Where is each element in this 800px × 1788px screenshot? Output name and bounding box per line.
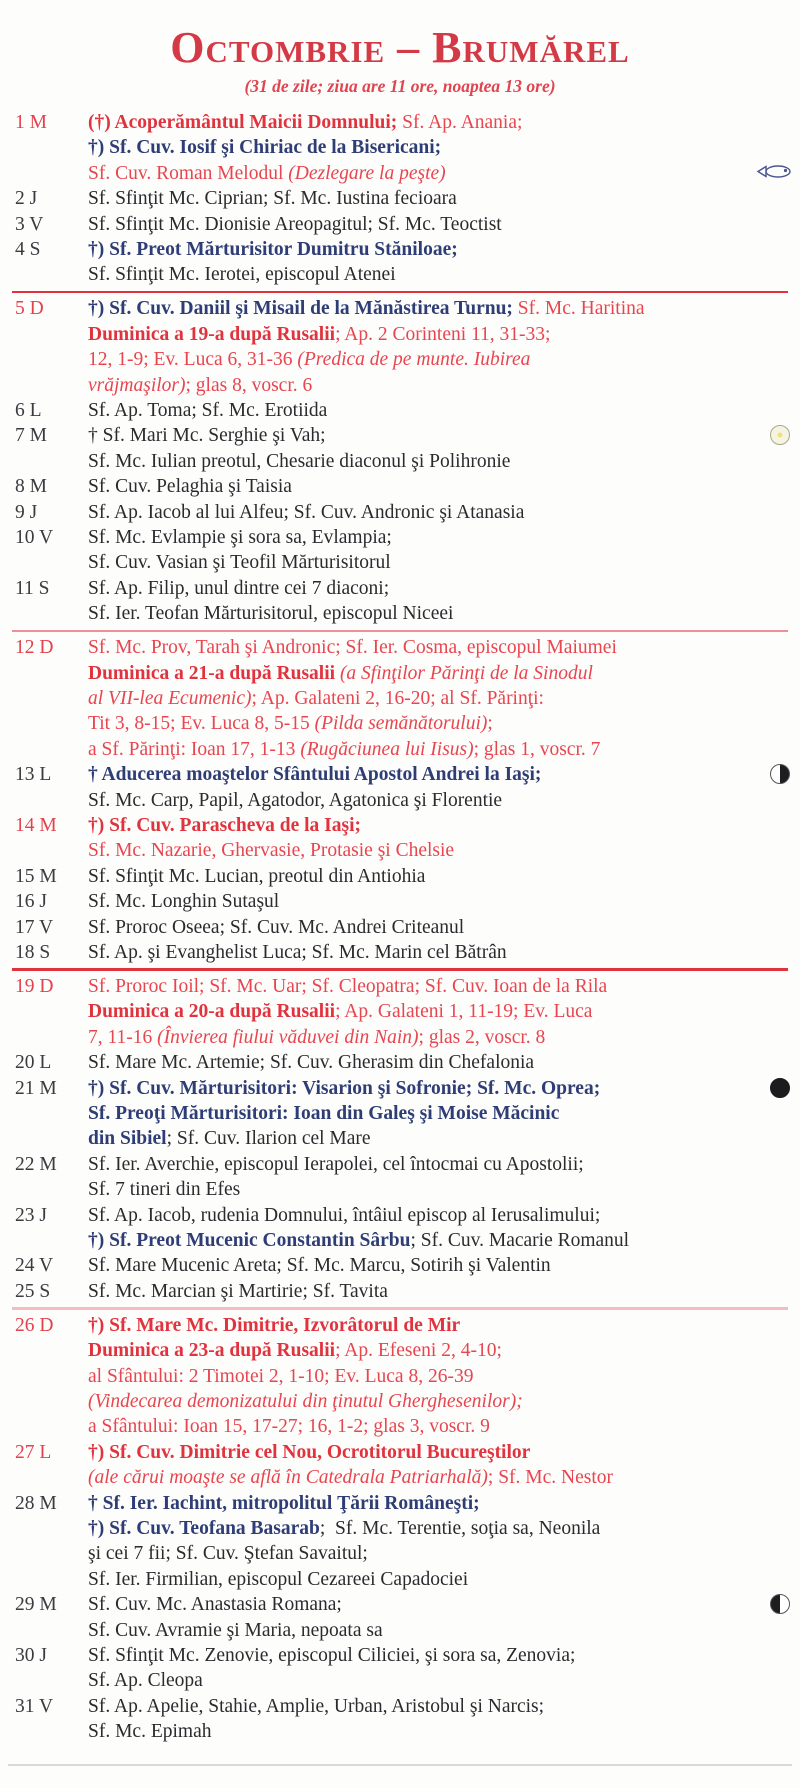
calendar-row xyxy=(0,1313,800,1440)
day-label: 29 M xyxy=(15,1594,57,1616)
saint-text: Sf. Proroc Oseea; Sf. Cuv. Mc. Andrei Criteanul xyxy=(88,916,465,938)
day-label: 12 D xyxy=(15,637,54,659)
saint-line xyxy=(88,1177,754,1202)
saint-line xyxy=(88,864,754,889)
saint-text: ; Ap. Efeseni 2, 4-10; xyxy=(335,1340,502,1362)
saint-text: ; Ap. Galateni 1, 11-19; Ev. Luca xyxy=(335,1001,593,1023)
saint-text: Sf. Cuv. Roman Melodul xyxy=(88,162,289,184)
saint-text: Sf. Ap. Apelie, Stahie, Amplie, Urban, Aristobul şi Narcis; xyxy=(88,1695,545,1717)
saint-line xyxy=(88,1338,754,1363)
day-label: 7 M xyxy=(15,425,47,447)
day-entries xyxy=(88,889,800,914)
saint-text: Sf. Ier. Firmilian, episcopul Cezareei Capadociei xyxy=(88,1568,469,1590)
saint-text: al Sfântului: 2 Timotei 2, 1-10; Ev. Luca 8, 26-39 xyxy=(88,1365,474,1387)
day-label: 27 L xyxy=(15,1441,52,1463)
saint-text: a Sfântului: Ioan 15, 17-27; 16, 1-2; glas 3, voscr. 9 xyxy=(88,1416,490,1438)
day-entries xyxy=(88,1491,800,1593)
day-label: 1 M xyxy=(15,112,47,133)
saint-line xyxy=(88,525,754,550)
saint-line xyxy=(88,1025,754,1050)
saint-text: Sf. Proroc Ioil; Sf. Mc. Uar; Sf. Cleopatra; Sf. Cuv. Ioan de la Rila xyxy=(88,975,608,997)
day-entries xyxy=(88,576,800,627)
saint-text: 7, 11-16 xyxy=(88,1026,158,1048)
saint-line xyxy=(88,915,754,940)
day-entries xyxy=(88,1076,800,1152)
day-label: 8 M xyxy=(15,476,47,498)
day-label: 3 V xyxy=(15,213,44,235)
day-entries xyxy=(88,474,800,499)
calendar-row xyxy=(0,1592,800,1643)
day-entries xyxy=(88,1592,800,1643)
saint-text: vrăjmaşilor) xyxy=(88,374,186,396)
saint-text: †) Sf. Cuv. Daniil şi Misail de la Mănăstirea Turnu; xyxy=(88,298,518,320)
saint-line xyxy=(88,1203,754,1228)
saint-line xyxy=(88,1618,754,1643)
saint-text: (Vindecarea demonizatului din ţinutul Gherghesenilor); xyxy=(88,1390,523,1412)
day-entries xyxy=(88,1279,800,1304)
saint-text: 12, 1-9; Ev. Luca 6, 31-36 xyxy=(88,349,298,371)
saint-text: Sf. Mare Mc. Artemie; Sf. Cuv. Gherasim din Chefalonia xyxy=(88,1052,535,1074)
saint-line xyxy=(88,161,754,186)
day-label: 16 J xyxy=(15,891,47,913)
saint-text: †) Sf. Mare Mc. Dimitrie, Izvorâtorul de Mir xyxy=(88,1314,461,1336)
calendar-row xyxy=(0,296,800,398)
day-label: 11 S xyxy=(15,577,50,599)
day-label: 6 L xyxy=(15,399,42,421)
calendar-row xyxy=(0,1643,800,1694)
calendar-row xyxy=(0,186,800,211)
saint-text: ; glas 2, voscr. 8 xyxy=(418,1026,546,1048)
saint-text: Sf. Sfinţit Mc. Ierotei, episcopul Atenei xyxy=(88,264,396,286)
day-entries xyxy=(88,635,800,762)
day-label: 19 D xyxy=(15,975,54,997)
calendar-row xyxy=(0,1694,800,1745)
saint-line xyxy=(88,262,754,287)
saint-line xyxy=(88,212,754,237)
saint-line xyxy=(88,322,754,347)
calendar-row xyxy=(0,398,800,423)
saint-line xyxy=(88,1389,754,1414)
day-entries xyxy=(88,500,800,525)
saint-line xyxy=(88,1076,754,1101)
calendar-row xyxy=(0,237,800,288)
saint-line xyxy=(88,711,754,736)
saint-line xyxy=(88,601,754,626)
saint-line xyxy=(88,838,754,863)
saint-text: Sf. Ap. Toma; Sf. Mc. Erotiida xyxy=(88,399,328,421)
day-entries xyxy=(88,1050,800,1075)
day-label: 18 S xyxy=(15,942,51,963)
saint-line xyxy=(88,373,754,398)
saint-text: ; xyxy=(487,713,493,735)
saint-text: Sf. Ap. şi Evanghelist Luca; Sf. Mc. Marin cel Bătrân xyxy=(88,942,507,963)
calendar-row xyxy=(0,423,800,474)
calendar-row xyxy=(0,1152,800,1203)
calendar-row xyxy=(0,762,800,813)
day-label: 5 D xyxy=(15,298,44,320)
saint-text: Sf. Ap. Anania; xyxy=(402,112,523,133)
saint-text: ; glas 1, voscr. 7 xyxy=(473,738,601,760)
calendar-row xyxy=(0,474,800,499)
saint-text: (ale cărui moaşte se află în Catedrala Patriarhală) xyxy=(88,1467,488,1489)
saint-text: †) Sf. Preot Mucenic Constantin Sârbu xyxy=(88,1229,411,1251)
saint-line xyxy=(88,347,754,372)
saint-line xyxy=(88,474,754,499)
saint-text: Sf. Mare Mucenic Areta; Sf. Mc. Marcu, Sotirih şi Valentin xyxy=(88,1255,551,1277)
saint-text: (Învierea fiului văduvei din Nain) xyxy=(157,1026,419,1048)
saint-text: Sf. Cuv. Mc. Anastasia Romana; xyxy=(88,1594,342,1616)
saint-line xyxy=(88,1253,754,1278)
saint-line xyxy=(88,1541,754,1566)
saint-line xyxy=(88,1694,754,1719)
saint-text: †) Sf. Cuv. Parascheva de la Iaşi; xyxy=(88,814,361,836)
saint-text: ; Sf. Mc. Nestor xyxy=(487,1467,614,1489)
saint-line xyxy=(88,737,754,762)
saint-text: (a Sfinţilor Părinţi de la Sinodul xyxy=(339,662,593,684)
day-label: 24 V xyxy=(15,1255,54,1277)
saint-line xyxy=(88,1668,754,1693)
saint-line xyxy=(88,813,754,838)
day-entries xyxy=(88,864,800,889)
saint-text: Duminica a 19-a după Rusalii xyxy=(88,323,336,345)
saint-line xyxy=(88,296,754,321)
saint-line xyxy=(88,135,754,160)
saint-text: Sf. Mc. Epimah xyxy=(88,1721,212,1743)
saint-line xyxy=(88,1465,754,1490)
saint-text: Sf. Mc. Marcian şi Martirie; Sf. Tavita xyxy=(88,1280,388,1302)
calendar-row xyxy=(0,915,800,940)
saint-line xyxy=(88,635,754,660)
day-entries xyxy=(88,110,800,186)
saint-line xyxy=(88,788,754,813)
saint-line xyxy=(88,1228,754,1253)
saint-text: (Rugăciunea lui Iisus) xyxy=(300,738,474,760)
month-title: Octombrie – Brumărel xyxy=(170,23,630,72)
saint-text: al VII-lea Ecumenic) xyxy=(88,687,252,709)
saint-line xyxy=(88,762,754,787)
saint-text: Sf. Ap. Iacob, rudenia Domnului, întâiul episcop al Ierusalimului; xyxy=(88,1204,601,1226)
saint-line xyxy=(88,1279,754,1304)
saint-line xyxy=(88,1643,754,1668)
day-entries xyxy=(88,1694,800,1745)
calendar-row xyxy=(0,1253,800,1278)
day-entries xyxy=(88,1152,800,1203)
calendar-row xyxy=(0,940,800,965)
day-entries xyxy=(88,398,800,423)
saint-text: Sf. Mc. Prov, Tarah şi Andronic; Sf. Ier. Cosma, episcopul Maiumei xyxy=(88,637,617,659)
saint-line xyxy=(88,1440,754,1465)
saint-line xyxy=(88,1152,754,1177)
saint-text: ; glas 8, voscr. 6 xyxy=(185,374,313,396)
saint-line xyxy=(88,1313,754,1338)
saint-line xyxy=(88,940,754,965)
saint-line xyxy=(88,974,754,999)
saint-text: Sf. Preoţi Mărturisitori: Ioan din Galeş şi Moise Măcinic xyxy=(88,1102,560,1124)
day-entries xyxy=(88,940,800,965)
saint-text: †) Sf. Cuv. Iosif şi Chiriac de la Bisericani; xyxy=(88,137,442,159)
day-label: 22 M xyxy=(15,1153,57,1175)
saint-line xyxy=(88,500,754,525)
saint-text: Sf. Cuv. Vasian şi Teofil Mărturisitorul xyxy=(88,552,391,574)
saint-text: Sf. Mc. Nazarie, Ghervasie, Protasie şi Chelsie xyxy=(88,840,455,862)
saint-text: Sf. Ap. Iacob al lui Alfeu; Sf. Cuv. Andronic şi Atanasia xyxy=(88,501,525,523)
saint-line xyxy=(88,550,754,575)
saint-line xyxy=(88,1516,754,1541)
saint-line xyxy=(88,237,754,262)
day-entries xyxy=(88,212,800,237)
day-label: 31 V xyxy=(15,1695,54,1717)
saint-text: şi cei 7 fii; Sf. Cuv. Ştefan Savaitul; xyxy=(88,1543,368,1565)
day-entries xyxy=(88,974,800,1050)
calendar-row xyxy=(0,889,800,914)
saint-line xyxy=(88,186,754,211)
day-entries xyxy=(88,915,800,940)
day-entries xyxy=(88,1643,800,1694)
day-label: 2 J xyxy=(15,188,38,210)
calendar-row xyxy=(0,1279,800,1304)
calendar-row xyxy=(0,864,800,889)
calendar-row xyxy=(0,525,800,576)
calendar-row xyxy=(0,576,800,627)
day-label: 25 S xyxy=(15,1280,51,1302)
saint-line xyxy=(88,686,754,711)
saint-line xyxy=(88,398,754,423)
saint-text: Sf. 7 tineri din Efes xyxy=(88,1179,241,1201)
fish-icon xyxy=(754,162,794,187)
saint-text: †) Sf. Cuv. Teofana Basarab xyxy=(88,1517,320,1539)
page-bottom-rule xyxy=(8,1764,792,1766)
page-header xyxy=(0,0,800,98)
sunday-separator xyxy=(12,630,788,633)
day-label: 23 J xyxy=(15,1204,47,1226)
saint-line xyxy=(88,1364,754,1389)
month-subtitle: (31 de zile; ziua are 11 ore, noaptea 13 ore) xyxy=(244,76,556,96)
saint-line xyxy=(88,1567,754,1592)
calendar-row xyxy=(0,635,800,762)
day-label: 21 M xyxy=(15,1077,57,1099)
saint-line xyxy=(88,110,754,135)
saint-text: Sf. Mc. Carp, Papil, Agatodor, Agatonica şi Florentie xyxy=(88,789,503,811)
saint-text: Sf. Ap. Filip, unul dintre cei 7 diaconi; xyxy=(88,577,390,599)
saint-text: a Sf. Părinţi: Ioan 17, 1-13 xyxy=(88,738,301,760)
full-moon-icon xyxy=(770,425,790,445)
day-entries xyxy=(88,1313,800,1440)
saint-text: †) Sf. Preot Mărturisitor Dumitru Stăniloae; xyxy=(88,239,458,261)
day-entries xyxy=(88,1440,800,1491)
saint-text: ; Sf. Cuv. Ilarion cel Mare xyxy=(166,1128,371,1150)
saint-text: Duminica a 20-a după Rusalii xyxy=(88,1001,336,1023)
day-entries xyxy=(88,186,800,211)
day-label: 4 S xyxy=(15,239,41,261)
calendar-row xyxy=(0,1076,800,1152)
last-quarter-moon-icon xyxy=(770,764,790,784)
day-label: 20 L xyxy=(15,1052,52,1074)
saint-text: Duminica a 21-a după Rusalii xyxy=(88,662,340,684)
day-entries xyxy=(88,813,800,864)
day-label: 15 M xyxy=(15,865,57,887)
first-quarter-moon-icon xyxy=(770,1594,790,1614)
saint-text: † Sf. Ier. Iachint, mitropolitul Ţării Româneşti; xyxy=(88,1492,480,1514)
calendar-row xyxy=(0,500,800,525)
saint-text: Sf. Sfinţit Mc. Zenovie, episcopul Ciliciei, şi sora sa, Zenovia; xyxy=(88,1644,576,1666)
saint-text: din Sibiel xyxy=(88,1128,167,1150)
calendar-row xyxy=(0,1440,800,1491)
saint-text: Sf. Cuv. Avramie şi Maria, nepoata sa xyxy=(88,1619,383,1641)
saint-text: Sf. Cuv. Pelaghia şi Taisia xyxy=(88,476,292,498)
saint-line xyxy=(88,1101,754,1126)
day-label: 10 V xyxy=(15,527,54,548)
saint-line xyxy=(88,1050,754,1075)
saint-line xyxy=(88,1126,754,1151)
saint-text: †) Sf. Cuv. Dimitrie cel Nou, Ocrotitorul Bucureştilor xyxy=(88,1441,531,1463)
saint-line xyxy=(88,1491,754,1516)
saint-text: Sf. Mc. Haritina xyxy=(517,298,645,320)
saint-text: Sf. Ap. Cleopa xyxy=(88,1670,203,1692)
saint-line xyxy=(88,1414,754,1439)
saint-text: † Sf. Mari Mc. Serghie şi Vah; xyxy=(88,425,326,447)
saint-line xyxy=(88,1592,754,1617)
day-label: 28 M xyxy=(15,1492,57,1514)
saint-text: Tit 3, 8-15; Ev. Luca 8, 5-15 xyxy=(88,713,315,735)
day-label: 30 J xyxy=(15,1644,47,1666)
saint-text: (†) Acoperământul Maicii Domnului; xyxy=(88,112,403,133)
saint-line xyxy=(88,661,754,686)
saint-line xyxy=(88,423,754,448)
day-entries xyxy=(88,525,800,576)
new-moon-icon xyxy=(770,1078,790,1098)
saint-text: ; Ap. 2 Corinteni 11, 31-33; xyxy=(335,323,551,345)
sunday-separator xyxy=(12,291,788,294)
day-label: 9 J xyxy=(15,501,38,523)
saint-text: Duminica a 23-a după Rusalii xyxy=(88,1340,336,1362)
calendar-row xyxy=(0,813,800,864)
saint-text: Sf. Ier. Teofan Mărturisitorul, episcopul Niceei xyxy=(88,603,454,625)
saint-text: Sf. Ier. Averchie, episcopul Ierapolei, cel întocmai cu Apostolii; xyxy=(88,1153,584,1175)
day-entries xyxy=(88,296,800,398)
saint-text: Sf. Mc. Iulian preotul, Chesarie diaconul şi Polihronie xyxy=(88,450,511,472)
saint-text: Sf. Sfinţit Mc. Ciprian; Sf. Mc. Iustina fecioara xyxy=(88,188,457,210)
saint-text: (Predica de pe munte. Iubirea xyxy=(297,349,531,371)
day-entries xyxy=(88,1253,800,1278)
day-entries xyxy=(88,423,800,474)
calendar-row xyxy=(0,1203,800,1254)
day-label: 14 M xyxy=(15,814,57,836)
day-entries xyxy=(88,762,800,813)
calendar-row xyxy=(0,212,800,237)
calendar-row xyxy=(0,1050,800,1075)
saint-text: ; Ap. Galateni 2, 16-20; al Sf. Părinţi: xyxy=(251,687,544,709)
saint-text: ; Sf. Cuv. Macarie Romanul xyxy=(410,1229,630,1251)
saint-line xyxy=(88,889,754,914)
saint-text: (Dezlegare la peşte) xyxy=(288,162,446,184)
sunday-separator xyxy=(12,968,788,971)
saint-line xyxy=(88,1719,754,1744)
day-label: 26 D xyxy=(15,1314,54,1336)
day-entries xyxy=(88,237,800,288)
saint-text: Sf. Mc. Longhin Sutaşul xyxy=(88,891,280,913)
saint-text: † Aducerea moaştelor Sfântului Apostol Andrei la Iaşi; xyxy=(88,764,542,786)
saint-text: †) Sf. Cuv. Mărturisitori: Visarion şi Sofronie; Sf. Mc. Oprea; xyxy=(88,1077,601,1099)
calendar-row xyxy=(0,110,800,186)
saint-text: Sf. Mc. Evlampie şi sora sa, Evlampia; xyxy=(88,527,392,548)
saint-text: (Pilda semănătorului) xyxy=(314,713,488,735)
saint-text: ; Sf. Mc. Terentie, soţia sa, Neonila xyxy=(319,1517,601,1539)
saint-line xyxy=(88,999,754,1024)
saint-text: Sf. Sfinţit Mc. Lucian, preotul din Antiohia xyxy=(88,865,426,887)
day-label: 13 L xyxy=(15,764,52,786)
calendar-list xyxy=(0,110,800,1745)
saint-line xyxy=(88,576,754,601)
sunday-separator xyxy=(12,1307,788,1310)
saint-line xyxy=(88,449,754,474)
calendar-row xyxy=(0,974,800,1050)
saint-text: Sf. Sfinţit Mc. Dionisie Areopagitul; Sf. Mc. Teoctist xyxy=(88,213,502,235)
day-label: 17 V xyxy=(15,916,54,938)
calendar-row xyxy=(0,1491,800,1593)
day-entries xyxy=(88,1203,800,1254)
